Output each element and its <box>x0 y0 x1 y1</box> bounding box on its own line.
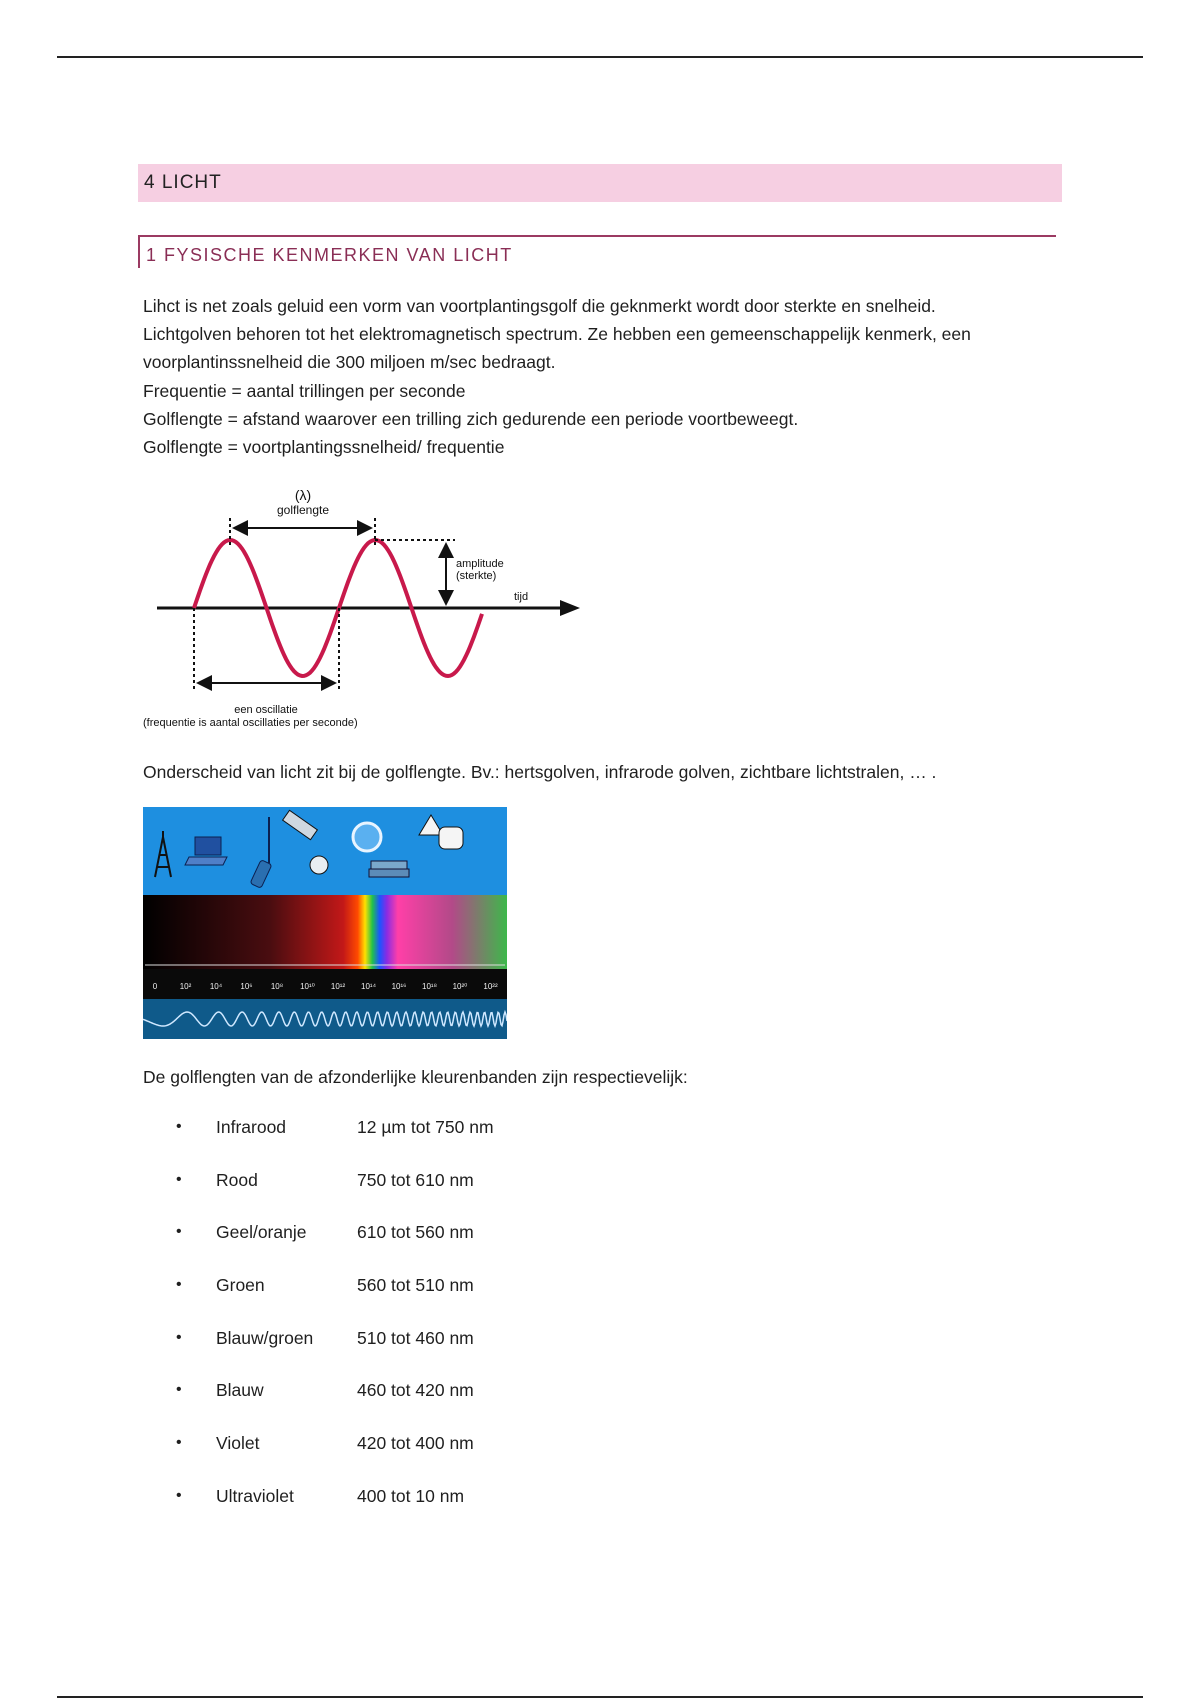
band-range: 400 tot 10 nm <box>357 1485 465 1506</box>
scale-label: 10⁶ <box>240 982 253 991</box>
list-item <box>176 1169 494 1222</box>
bands-list <box>176 1116 494 1538</box>
time-label: tijd <box>514 591 529 603</box>
scale-label: 10²² <box>483 982 498 991</box>
intro-line: Lichtgolven behoren tot het elektromagnetisch spectrum. Ze hebben een gemeenschappelijk kenmerk, een <box>143 324 971 345</box>
books-icon <box>369 861 409 877</box>
band-name: Blauw/groen <box>216 1327 314 1348</box>
scale-label: 10¹⁴ <box>361 982 376 991</box>
scale-label: 10¹² <box>330 982 346 991</box>
band-name: Rood <box>216 1169 258 1190</box>
scale-label: 10⁴ <box>209 982 223 991</box>
list-item <box>176 1327 494 1380</box>
spectrum-image <box>143 807 507 1039</box>
scale-label: 10²⁰ <box>452 982 468 991</box>
intro-line: Golflengte = afstand waarover een trilling zich gedurende een periode voortbeweegt. <box>143 408 799 429</box>
bands-intro: De golflengten van de afzonderlijke kleurenbanden zijn respectievelijk: <box>143 1067 688 1087</box>
intro-line: voorplantinssnelheid die 300 miljoen m/sec bedraagt. <box>143 352 556 373</box>
amplitude-sub-label: (sterkte) <box>456 570 497 582</box>
section-heading: 1 FYSISCHE KENMERKEN VAN LICHT <box>138 235 1056 268</box>
band-range: 420 tot 400 nm <box>357 1433 474 1454</box>
intro-line: Golflengte = voortplantingssnelheid/ frequentie <box>143 437 505 458</box>
time-axis-arrow <box>560 600 580 616</box>
scale-label: 10² <box>179 982 192 991</box>
footer-rule <box>57 1696 1143 1698</box>
chapter-heading: 4 LICHT <box>138 164 1062 202</box>
bullet: • <box>176 1170 182 1188</box>
list-item <box>176 1274 494 1327</box>
band-name: Violet <box>216 1433 260 1454</box>
intro-line: Frequentie = aantal trillingen per seconde <box>143 380 466 401</box>
band-name: Blauw <box>216 1380 264 1401</box>
list-item <box>176 1116 494 1169</box>
frequency-note: (frequentie is aantal oscillaties per seconde) <box>143 717 358 729</box>
band-name: Infrarood <box>216 1117 287 1137</box>
band-range: 12 µm tot 750 nm <box>357 1117 494 1137</box>
sun-icon <box>353 823 381 851</box>
intro-line: Lihct is net zoals geluid een vorm van voortplantingsgolf die geknmerkt wordt door sterkte en snelheid. <box>143 296 936 316</box>
bullet: • <box>176 1434 182 1452</box>
bullet: • <box>176 1328 182 1346</box>
bullet: • <box>176 1381 182 1399</box>
scale-label: 10⁸ <box>270 982 284 991</box>
bullet: • <box>176 1486 182 1504</box>
bullet: • <box>176 1223 182 1241</box>
list-item <box>176 1379 494 1432</box>
band-range: 510 tot 460 nm <box>357 1327 474 1348</box>
bullet: • <box>176 1118 182 1135</box>
difference-paragraph: Onderscheid van licht zit bij de golflengte. Bv.: hertsgolven, infrarode golven, zichtbare lichtstralen, … . <box>143 762 937 782</box>
list-item <box>176 1221 494 1274</box>
band-range: 560 tot 510 nm <box>357 1275 474 1296</box>
bullet: • <box>176 1276 182 1294</box>
scale-label: 10¹⁸ <box>422 982 437 991</box>
list-item <box>176 1432 494 1485</box>
wave-diagram <box>140 478 580 738</box>
scale-label: 10¹⁰ <box>300 982 315 991</box>
wavelength-label: golflengte <box>276 503 330 517</box>
intro-paragraph <box>143 292 1043 461</box>
scale-label: 0 <box>152 982 158 991</box>
band-name: Groen <box>216 1275 265 1296</box>
list-item <box>176 1485 494 1538</box>
band-name: Geel/oranje <box>216 1222 307 1243</box>
header-rule <box>57 56 1143 58</box>
band-range: 750 tot 610 nm <box>357 1169 474 1190</box>
band-name: Ultraviolet <box>216 1485 294 1506</box>
band-range: 610 tot 560 nm <box>357 1222 474 1243</box>
oscillation-label: een oscillatie <box>234 704 298 716</box>
lambda-label: (λ) <box>294 487 312 503</box>
amplitude-label: amplitude <box>456 558 504 570</box>
scale-label: 10¹⁶ <box>391 982 407 991</box>
band-range: 460 tot 420 nm <box>357 1380 474 1401</box>
spectrum-band <box>143 895 507 969</box>
